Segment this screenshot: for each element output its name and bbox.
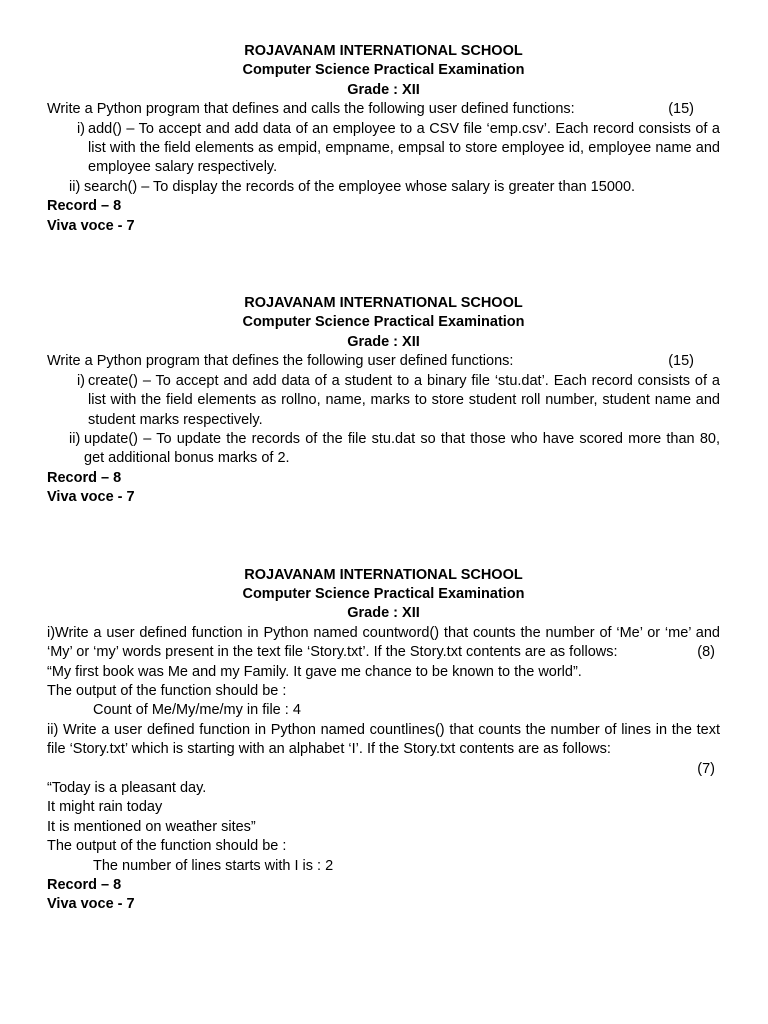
output-label: The output of the function should be : (47, 838, 287, 855)
exam-section-1 (47, 42, 720, 236)
expected-output: The number of lines starts with I is : 2 (93, 857, 334, 874)
question-marks: (15) (668, 101, 694, 118)
list-item (47, 120, 720, 178)
question-part-1: i)Write a user defined function in Python named countword() that counts the number of ‘Me’ or ‘me’ and ‘My’ or ‘my’ words present in the text file ‘Story.txt’. If the Story.txt contents are as follows: (47, 624, 720, 661)
grade-label: Grade : XII (347, 81, 420, 98)
output-label: The output of the function should be : (47, 682, 287, 699)
sample-line: “Today is a pleasant day. (47, 780, 207, 797)
sample-line: It is mentioned on weather sites” (47, 818, 256, 835)
exam-title: Computer Science Practical Examination (242, 585, 525, 602)
grade-label: Grade : XII (347, 333, 420, 350)
list-item (47, 372, 720, 430)
question-part-1-marks: (8) (697, 644, 715, 661)
exam-section-3 (47, 566, 720, 915)
question-text: Write a Python program that defines the following user defined functions: (47, 353, 514, 370)
sample-text: “My first book was Me and my Family. It gave me chance to be known to the world”. (47, 663, 582, 680)
viva-marks: Viva voce - 7 (47, 489, 135, 506)
school-name: ROJAVANAM INTERNATIONAL SCHOOL (244, 295, 523, 312)
list-item-number: i) (76, 372, 85, 389)
list-item-text: create() – To accept and add data of a student to a binary file ‘stu.dat’. Each record consists of a list with the field elements as rollno, name, marks to store student roll number, student name and student marks respectively. (88, 372, 720, 428)
list-item-text: add() – To accept and add data of an employee to a CSV file ‘emp.csv’. Each record consists of a list with the field elements as empid, empname, empsal to store employee id, employee name and employee salary respectively. (88, 120, 720, 176)
list-item-text: update() – To update the records of the file stu.dat so that those who have scored more than 80, get additional bonus marks of 2. (84, 430, 720, 467)
list-item-text: search() – To display the records of the employee whose salary is greater than 15000. (84, 178, 636, 195)
list-item-number: i) (76, 120, 85, 137)
question-text: Write a Python program that defines and calls the following user defined functions: (47, 101, 575, 118)
question-part-2-marks: (7) (697, 760, 715, 777)
exam-document (47, 42, 720, 915)
expected-output: Count of Me/My/me/my in file : 4 (93, 702, 301, 719)
list-item-number: ii) (69, 430, 81, 447)
exam-section-2 (47, 294, 720, 507)
viva-marks: Viva voce - 7 (47, 896, 135, 913)
exam-title: Computer Science Practical Examination (242, 314, 525, 331)
record-marks: Record – 8 (47, 469, 122, 486)
list-item (47, 178, 720, 197)
grade-label: Grade : XII (347, 605, 420, 622)
question-marks: (15) (668, 353, 694, 370)
viva-marks: Viva voce - 7 (47, 217, 135, 234)
record-marks: Record – 8 (47, 198, 122, 215)
exam-title: Computer Science Practical Examination (242, 62, 525, 79)
sample-line: It might rain today (47, 799, 163, 816)
list-item (47, 430, 720, 469)
school-name: ROJAVANAM INTERNATIONAL SCHOOL (244, 43, 523, 59)
question-line (47, 100, 720, 119)
question-line (47, 352, 720, 371)
list-item-number: ii) (69, 178, 81, 195)
question-part-2: ii) Write a user defined function in Python named countlines() that counts the number of lines in the text file ‘Story.txt’ which is starting with an alphabet ‘I’. If the Story.txt contents are as follows: (47, 721, 720, 758)
school-name: ROJAVANAM INTERNATIONAL SCHOOL (244, 566, 523, 583)
record-marks: Record – 8 (47, 877, 122, 894)
